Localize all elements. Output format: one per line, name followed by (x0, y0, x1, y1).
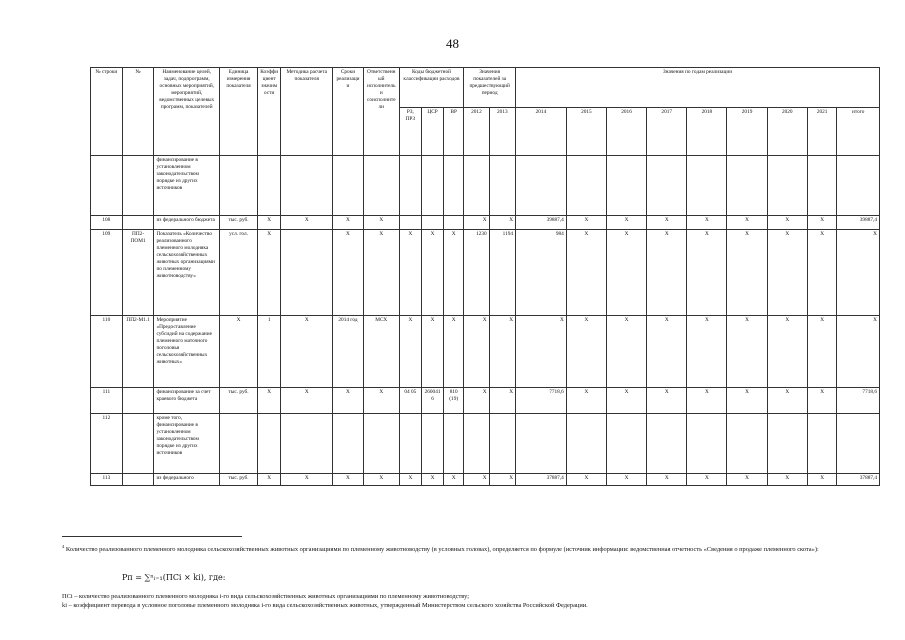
cell-year-2017 (647, 414, 687, 474)
header-budget-codes: Коды бюджетной классификации расходов (399, 68, 463, 108)
cell-resp: X (363, 230, 399, 316)
cell-method: X (281, 216, 333, 230)
cell-num (122, 414, 154, 474)
cell-method (281, 414, 333, 474)
cell-unit: тыс. руб. (220, 474, 258, 486)
table-row (91, 230, 880, 316)
header-year-2014: 2014 (516, 108, 567, 156)
cell-year-2021: X (807, 316, 837, 388)
cell-year-2014 (516, 414, 567, 474)
cell-v2012: X (464, 388, 489, 414)
cell-year-2014: 7718,6 (516, 388, 567, 414)
cell-num (122, 156, 154, 216)
cell-year-2014: X (516, 316, 567, 388)
cell-rz (399, 156, 421, 216)
cell-coef: 1 (258, 316, 281, 388)
header-row-no: № строки (91, 68, 123, 156)
table-row (91, 316, 880, 388)
cell-year-2018 (687, 414, 727, 474)
footnote-definitions (62, 592, 872, 611)
cell-year-2018: X (687, 230, 727, 316)
footnote-text: Количество реализованного племенного молодняка сельскохозяйственных животных организациями по племенному животноводству (в условных головах), определяется по формуле (источник информации: ведомственная отчетность «Сведения о продаже племенного скота»): (65, 546, 819, 554)
cell-terms (333, 414, 364, 474)
cell-year-2014 (516, 156, 567, 216)
cell-v2012: X (464, 216, 489, 230)
cell-num (122, 216, 154, 230)
cell-coef (258, 156, 281, 216)
cell-v2012 (464, 414, 489, 474)
cell-coef: X (258, 388, 281, 414)
header-year-2020: 2020 (767, 108, 807, 156)
cell-num (122, 474, 154, 486)
header-prev-period: Значения показателей за предшествующий период (464, 68, 516, 108)
cell-total: 37887,4 (837, 474, 880, 486)
cell-terms: X (333, 216, 364, 230)
cell-year-2015: X (566, 230, 606, 316)
header-resp: Ответственный исполнитель и соисполнители (363, 68, 399, 156)
cell-year-2016: X (606, 388, 646, 414)
cell-year-2015 (566, 414, 606, 474)
cell-resp: X (363, 388, 399, 414)
footnote-divider (62, 536, 242, 537)
cell-year-2017: X (647, 474, 687, 486)
cell-total: X (837, 230, 880, 316)
cell-v2013: X (489, 316, 515, 388)
cell-rz: X (399, 230, 421, 316)
cell-name: из федерального бюджета (154, 216, 220, 230)
cell-unit: X (220, 316, 258, 388)
cell-terms (333, 156, 364, 216)
cell-year-2019: X (727, 474, 767, 486)
cell-year-2018: X (687, 316, 727, 388)
cell-year-2019: X (727, 216, 767, 230)
cell-v2012: 1230 (464, 230, 489, 316)
header-vr: ВР (444, 108, 464, 156)
program-indicators-table (90, 67, 880, 486)
page-number: 48 (446, 36, 459, 51)
cell-terms: X (333, 230, 364, 316)
header-csr: ЦСР (421, 108, 443, 156)
cell-year-2021: X (807, 216, 837, 230)
cell-unit (220, 156, 258, 216)
cell-year-2020: X (767, 388, 807, 414)
cell-vr (444, 156, 464, 216)
cell-no: 109 (91, 230, 123, 316)
cell-vr: X (444, 230, 464, 316)
cell-year-2019 (727, 414, 767, 474)
cell-csr: 2600416 (421, 388, 443, 414)
header-year-2016: 2016 (606, 108, 646, 156)
cell-year-2020: X (767, 230, 807, 316)
cell-year-2019: X (727, 316, 767, 388)
cell-csr (421, 156, 443, 216)
cell-name: Показатель «Количество реализованного племенного молодняка сельскохозяйственных животных организациями по племенному животноводству» (154, 230, 220, 316)
header-by-years: Значения по годам реализации (516, 68, 880, 108)
footnote (62, 544, 872, 555)
header-year-2012: 2012 (464, 108, 489, 156)
cell-csr (421, 216, 443, 230)
header-year-2015: 2015 (566, 108, 606, 156)
cell-no: 108 (91, 216, 123, 230)
cell-v2013 (489, 414, 515, 474)
cell-year-2019: X (727, 388, 767, 414)
header-coef: Коэффициент значимости (258, 68, 281, 156)
cell-method (281, 230, 333, 316)
cell-vr (444, 216, 464, 230)
header-name: Наименование целей, задач, подпрограмм, основных мероприятий, мероприятий, ведомственных целевых программ, показателей (154, 68, 220, 156)
cell-year-2017: X (647, 316, 687, 388)
cell-year-2018: X (687, 216, 727, 230)
cell-v2013 (489, 156, 515, 216)
cell-vr: 810 (19) (444, 388, 464, 414)
footnote-formula: Рп = ∑ⁿᵢ₌₁(ПСi × ki), где: (122, 573, 226, 582)
cell-rz: X (399, 474, 421, 486)
cell-year-2018 (687, 156, 727, 216)
cell-year-2018: X (687, 388, 727, 414)
cell-total (837, 156, 880, 216)
header-year-2013: 2013 (489, 108, 515, 156)
footnote-mark: 4 (62, 544, 65, 549)
header-terms: Сроки реализации (333, 68, 364, 156)
cell-rz: X (399, 316, 421, 388)
cell-num: ПП2-М1.1 (122, 316, 154, 388)
cell-year-2021: X (807, 388, 837, 414)
definition-psi: ПСi – количество реализованного племенного молодняка i-го вида сельскохозяйственных животных организациями по племенному животноводству; (62, 593, 469, 600)
cell-year-2016 (606, 414, 646, 474)
cell-year-2015: X (566, 316, 606, 388)
cell-year-2017 (647, 156, 687, 216)
cell-year-2014: 39887,4 (516, 216, 567, 230)
table-row (91, 388, 880, 414)
cell-year-2021: X (807, 230, 837, 316)
cell-terms: X (333, 474, 364, 486)
cell-method: X (281, 316, 333, 388)
cell-year-2016 (606, 156, 646, 216)
cell-year-2015: X (566, 388, 606, 414)
cell-v2012: X (464, 316, 489, 388)
cell-v2013: X (489, 388, 515, 414)
cell-year-2015 (566, 156, 606, 216)
cell-csr: X (421, 230, 443, 316)
cell-rz: 04 05 (399, 388, 421, 414)
cell-year-2020: X (767, 316, 807, 388)
table-row (91, 414, 880, 474)
cell-name: из федерального (154, 474, 220, 486)
header-year-2019: 2019 (727, 108, 767, 156)
cell-year-2014: 984 (516, 230, 567, 316)
cell-coef (258, 414, 281, 474)
cell-terms: X (333, 388, 364, 414)
table-row (91, 156, 880, 216)
cell-year-2016: X (606, 216, 646, 230)
cell-terms: 2014 год (333, 316, 364, 388)
cell-total: 39887,4 (837, 216, 880, 230)
header-rz: РЗ, ПРЗ (399, 108, 421, 156)
cell-csr: X (421, 474, 443, 486)
cell-num: ПП2-ПОМ1 (122, 230, 154, 316)
cell-total (837, 414, 880, 474)
cell-csr (421, 414, 443, 474)
header-num: № (122, 68, 154, 156)
cell-year-2015: X (566, 474, 606, 486)
cell-vr (444, 414, 464, 474)
cell-csr: X (421, 316, 443, 388)
cell-year-2014: 37887,4 (516, 474, 567, 486)
cell-resp (363, 156, 399, 216)
cell-coef: X (258, 216, 281, 230)
cell-v2013: X (489, 474, 515, 486)
cell-name: финансирование за счет краевого бюджета (154, 388, 220, 414)
cell-rz (399, 414, 421, 474)
table-row (91, 216, 880, 230)
cell-resp: X (363, 216, 399, 230)
cell-no: 111 (91, 388, 123, 414)
cell-year-2019: X (727, 230, 767, 316)
header-year-2018: 2018 (687, 108, 727, 156)
cell-name: Мероприятие «Предоставление субсидий на содержание племенного маточного поголовья сельскохозяйственных животных» (154, 316, 220, 388)
cell-resp: МСХ (363, 316, 399, 388)
cell-year-2021 (807, 156, 837, 216)
cell-year-2016: X (606, 230, 646, 316)
cell-coef: X (258, 230, 281, 316)
cell-year-2020: X (767, 474, 807, 486)
cell-year-2017: X (647, 230, 687, 316)
cell-year-2016: X (606, 474, 646, 486)
cell-vr: X (444, 316, 464, 388)
table-row (91, 474, 880, 486)
cell-unit: усл. гол. (220, 230, 258, 316)
cell-method: X (281, 388, 333, 414)
header-total: итого (837, 108, 880, 156)
cell-v2012 (464, 156, 489, 216)
cell-v2013: X (489, 216, 515, 230)
cell-num (122, 388, 154, 414)
cell-resp (363, 414, 399, 474)
cell-method: X (281, 474, 333, 486)
cell-name: кроме того, финансирование в установленном законодательством порядке из других источников (154, 414, 220, 474)
cell-method (281, 156, 333, 216)
cell-resp: X (363, 474, 399, 486)
cell-v2013: 1194 (489, 230, 515, 316)
cell-year-2020 (767, 156, 807, 216)
cell-no: 113 (91, 474, 123, 486)
cell-year-2021 (807, 414, 837, 474)
header-method: Методика расчета показателя (281, 68, 333, 156)
cell-year-2016: X (606, 316, 646, 388)
cell-year-2017: X (647, 216, 687, 230)
cell-year-2017: X (647, 388, 687, 414)
cell-year-2019 (727, 156, 767, 216)
cell-year-2018: X (687, 474, 727, 486)
cell-no (91, 156, 123, 216)
cell-unit (220, 414, 258, 474)
cell-unit: тыс. руб. (220, 216, 258, 230)
cell-year-2020 (767, 414, 807, 474)
cell-year-2021: X (807, 474, 837, 486)
cell-year-2015: X (566, 216, 606, 230)
cell-rz (399, 216, 421, 230)
cell-total: 7718,6 (837, 388, 880, 414)
cell-year-2020: X (767, 216, 807, 230)
cell-vr: X (444, 474, 464, 486)
cell-total: X (837, 316, 880, 388)
header-year-2021: 2021 (807, 108, 837, 156)
cell-no: 112 (91, 414, 123, 474)
cell-coef: X (258, 474, 281, 486)
cell-v2012: X (464, 474, 489, 486)
definition-ki: ki – коэффициент перевода в условное поголовье племенного молодняка i-го вида сельскохозяйственных животных, утвержденный Министерством сельского хозяйства Российской Федерации. (62, 602, 588, 610)
header-year-2017: 2017 (647, 108, 687, 156)
cell-unit: тыс. руб. (220, 388, 258, 414)
header-unit: Единица измерения показателя (220, 68, 258, 156)
cell-name: финансирование в установленном законодательством порядке из других источников (154, 156, 220, 216)
cell-no: 110 (91, 316, 123, 388)
